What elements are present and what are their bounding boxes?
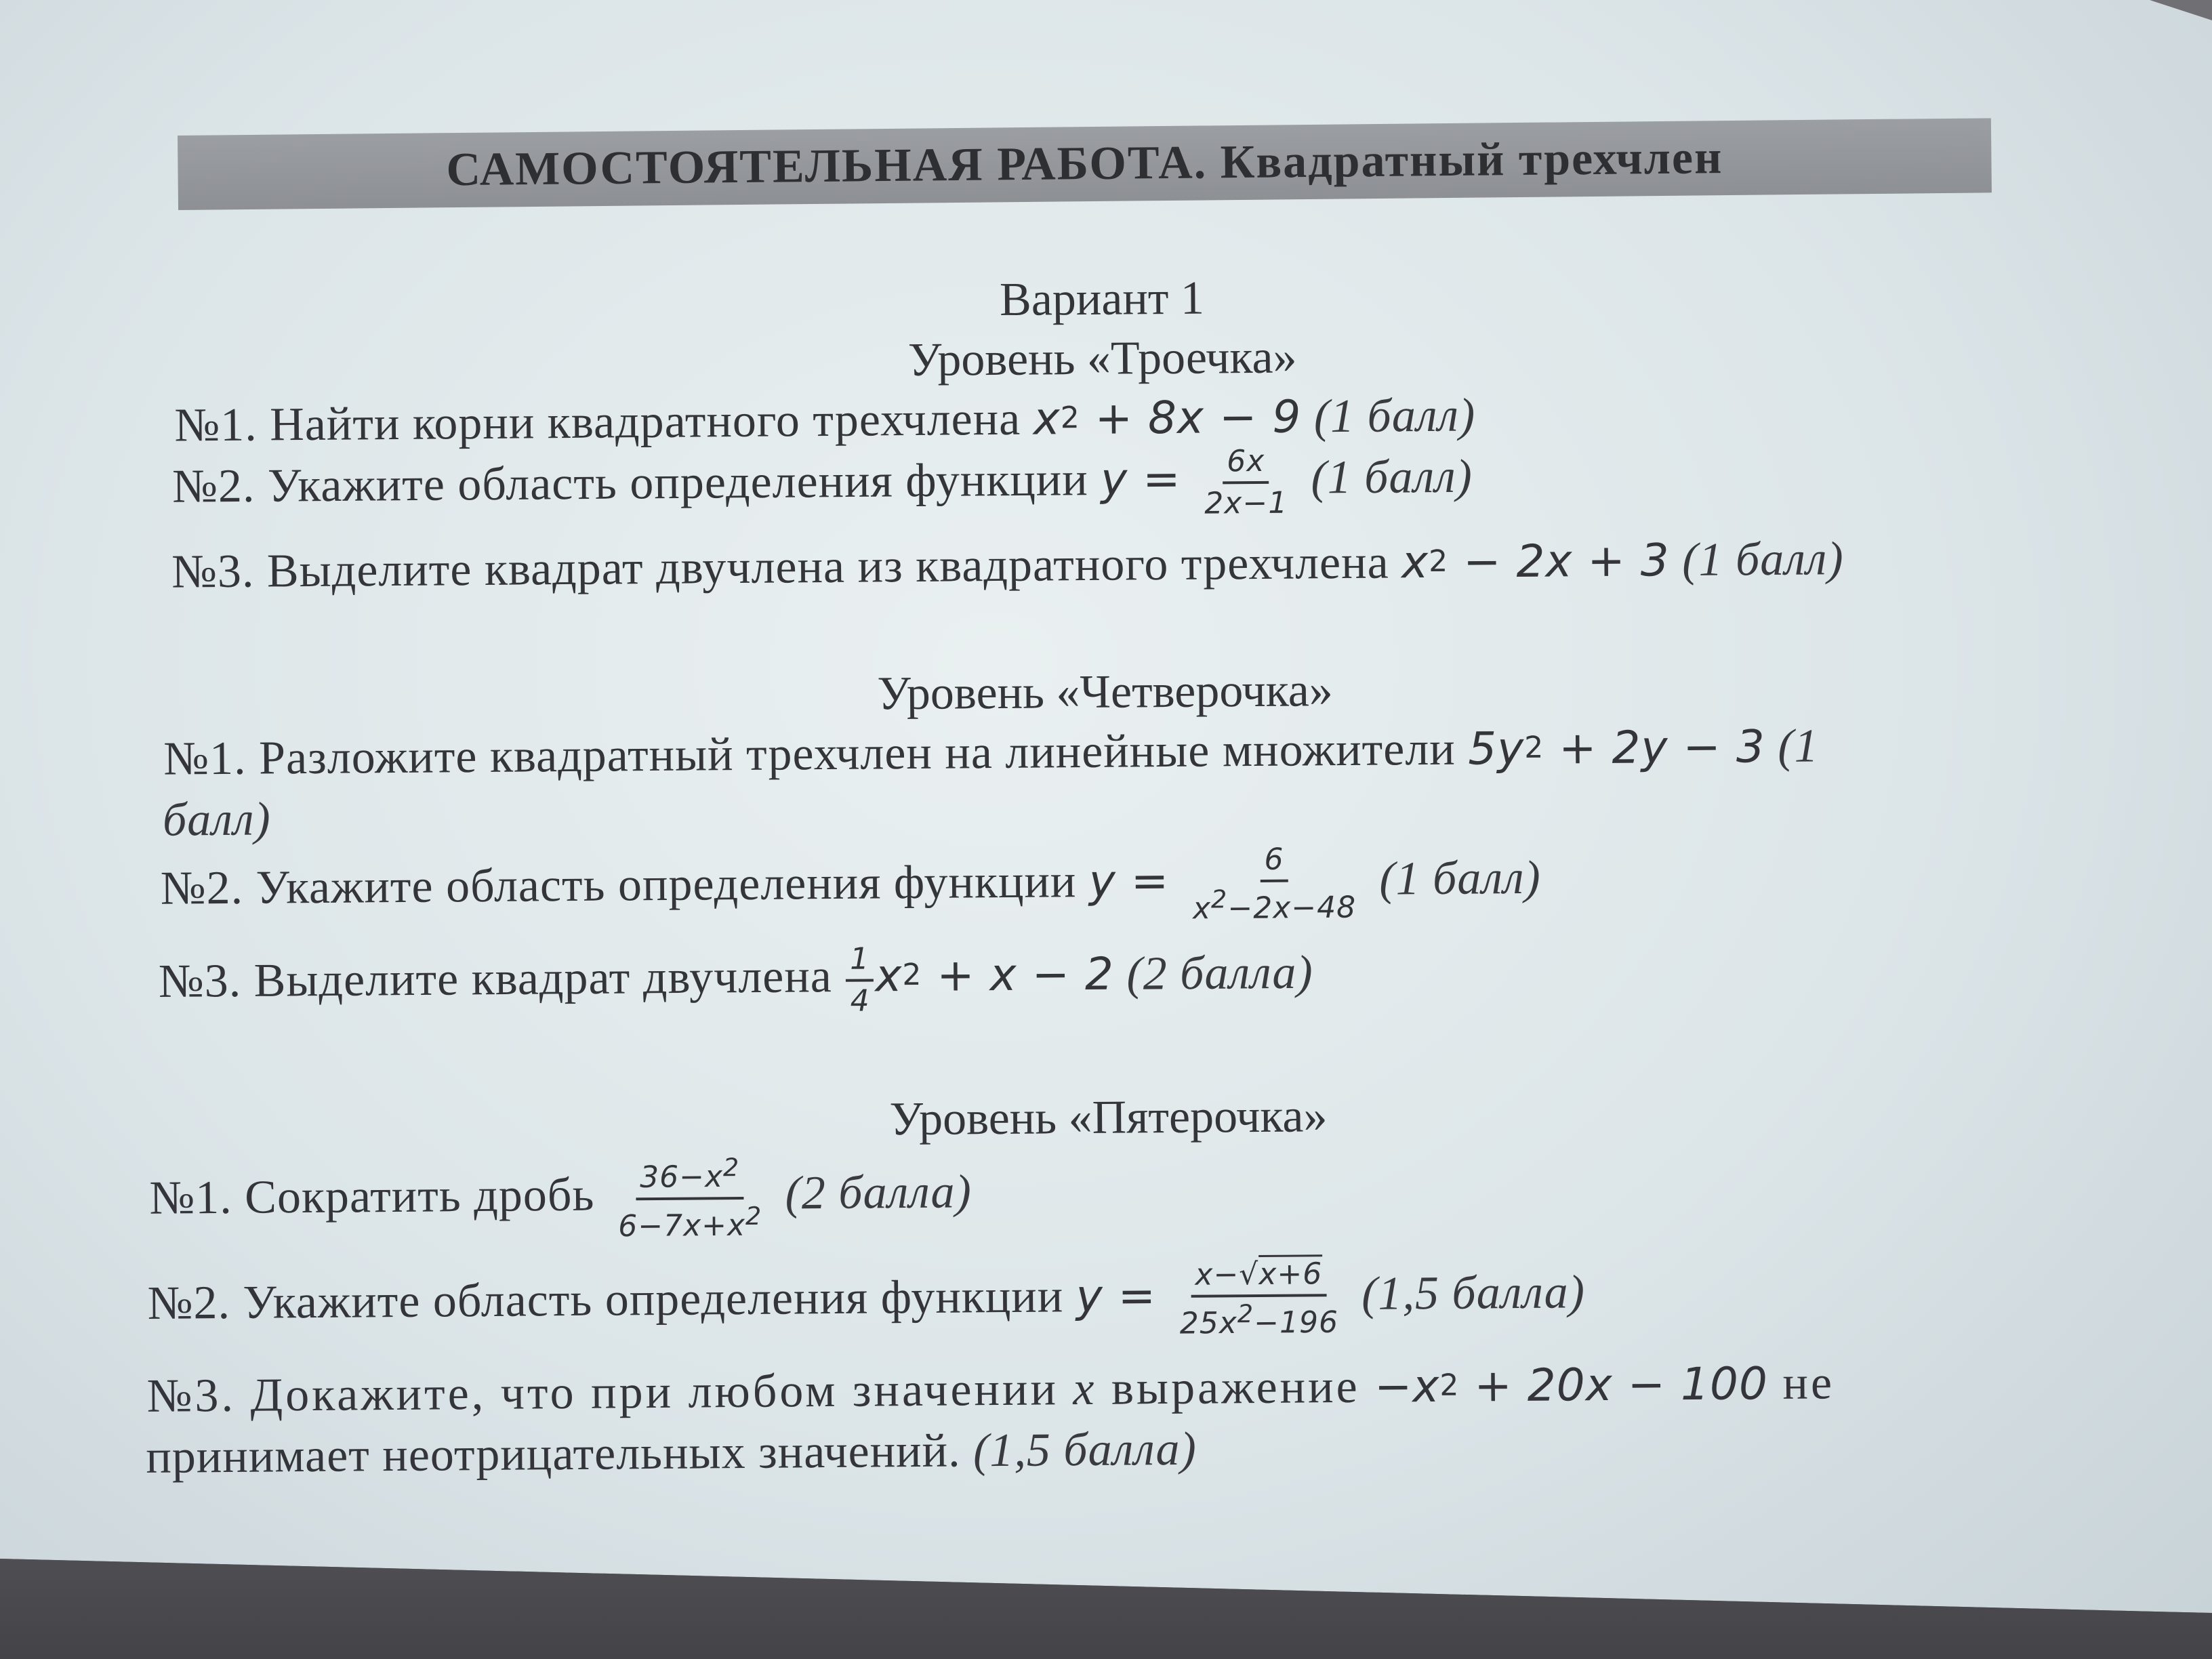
task-number: №3. [146,1369,237,1422]
level-3-task-1 [149,1153,972,1246]
function-lhs: y = [1076,1269,1157,1323]
task-text: Укажите область определения функции [267,453,1088,512]
fraction [1200,443,1292,521]
coefficient-fraction [846,943,874,1017]
task-expression: $x^2 - 2x + 3$ [1401,534,1671,589]
task-points: (1 балл) [1379,851,1541,905]
task-number: №2. [171,459,255,513]
task-points: (1 балл) [1313,389,1476,443]
task-text: Разложите квадратный трехчлен на линейные множители [258,722,1456,785]
level-1-title: Уровень «Троечка» [907,331,1297,387]
fraction-denominator: 4 [850,983,870,1019]
task-text: выражение [1111,1360,1360,1415]
level-2-task-1 [163,719,1819,786]
fraction-denominator: $x^2-2x-48$ [1192,884,1357,926]
task-points: (1 [1777,720,1819,773]
task-text: принимает неотрицательных значений. [146,1425,961,1483]
variant-heading: Вариант 1 [999,272,1205,326]
task-points: (1,5 балла) [972,1422,1197,1477]
level-1-task-3 [171,532,1844,599]
task-text: Сократить дробь [244,1168,595,1224]
task-points: (2 балла) [785,1166,972,1220]
task-number: №1. [174,398,258,452]
task-number: №1. [149,1171,233,1225]
fraction-numerator: 6 [1260,844,1288,883]
level-2-title: Уровень «Четверочка» [877,664,1334,720]
task-number: №2. [160,861,244,915]
task-points: (1,5 балла) [1361,1266,1586,1320]
task-points: (2 балла) [1126,946,1313,1000]
task-text: Укажите область определения функции [255,855,1077,914]
level-1-task-2 [172,444,1473,527]
level-1-task-1 [174,388,1475,453]
level-2-task-2 [160,842,1541,933]
fraction-numerator: $36-x^2$ [636,1155,744,1200]
level-3-task-2 [147,1256,1585,1348]
fraction-denominator: 2x−1 [1204,485,1288,521]
worksheet-title: САМОСТОЯТЕЛЬНАЯ РАБОТА. Квадратный трехчлен [446,131,1723,197]
task-points: (1 балл) [1681,533,1844,587]
function-lhs: y = [1100,453,1181,506]
task-text: не [1782,1357,1835,1410]
fraction-denominator: $6-7x+x^2$ [618,1201,762,1244]
task-number: №2. [147,1276,231,1330]
task-text: Выделите квадрат двучлена [253,950,833,1007]
fraction-numerator: x−√x+6 [1191,1258,1326,1298]
task-points: (1 балл) [1311,450,1473,504]
level-3-task-3 [146,1356,1835,1424]
task-expression: $-x^2 + 20x - 100$ [1374,1357,1769,1413]
fraction [613,1155,766,1242]
task-expression: $5y^2 + 2y - 3$ [1467,720,1766,775]
fraction [1175,1258,1343,1340]
task-number: №3. [171,545,255,598]
function-lhs: y = [1088,855,1170,908]
task-expression: $x^2 + x - 2$ [875,947,1115,1002]
task-points: балл) [162,793,271,846]
fraction-numerator: 6x [1223,446,1269,485]
task-text: Докажите, что при любом значении [250,1363,1059,1422]
fraction-denominator: $25x^2-196$ [1179,1299,1339,1341]
task-expression: $x^2 + 8x - 9$ [1033,390,1302,445]
level-3-title: Уровень «Пятерочка» [889,1090,1328,1146]
task-number: №3. [158,955,242,1008]
level-2-task-1-continuation [163,792,271,847]
task-variable: x [1073,1362,1097,1416]
level-3-task-3-continuation [146,1422,1197,1485]
fraction [1188,844,1360,925]
level-2-task-3 [159,940,1314,1023]
task-text: Выделите квадрат двучлена из квадратного трехчлена [266,536,1389,598]
task-text: Укажите область определения функции [243,1270,1064,1329]
task-text: Найти корни квадратного трехчлена [269,392,1021,451]
task-number: №1. [163,732,247,785]
square-root-radicand: x+6 [1258,1254,1322,1292]
fraction-numerator: 1 [846,943,874,982]
